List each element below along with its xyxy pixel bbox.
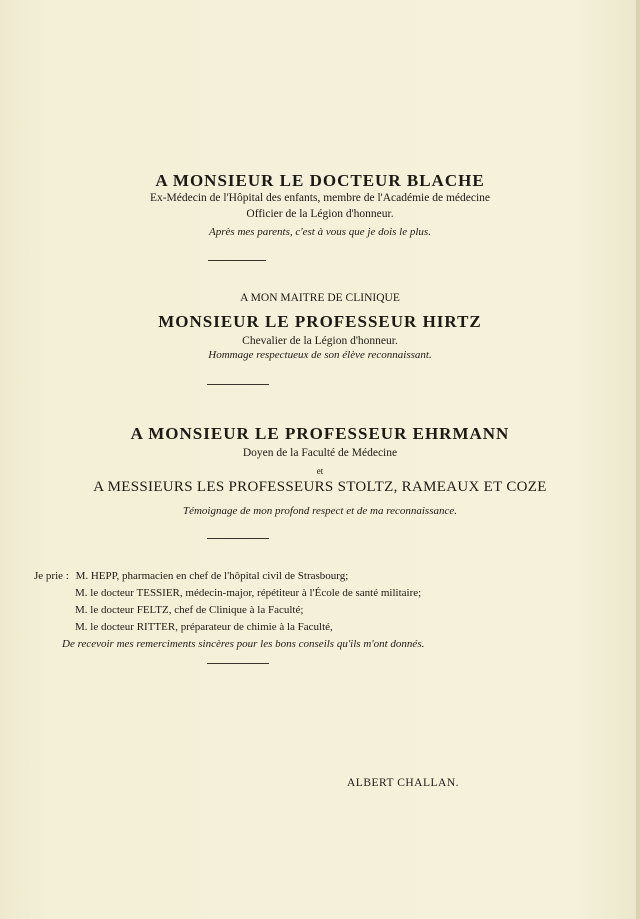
dedication-hirtz-pre: A MON MAITRE DE CLINIQUE xyxy=(240,292,400,304)
separator-rule xyxy=(207,538,269,539)
separator-rule xyxy=(207,384,269,385)
signature: ALBERT CHALLAN. xyxy=(347,777,460,789)
dedication-blache-title: A MONSIEUR LE DOCTEUR BLACHE xyxy=(155,171,485,190)
thanks-row xyxy=(34,568,424,585)
separator-rule xyxy=(207,663,269,664)
dedication-blache-italic: Après mes parents, c'est à vous que je dois le plus. xyxy=(209,226,431,238)
thanks-line: M. le docteur FELTZ, chef de Clinique à la Faculté; xyxy=(75,604,304,616)
thanks-closing: De recevoir mes remerciments sincères pour les bons conseils qu'ils m'ont donnés. xyxy=(62,638,425,650)
thanks-line: M. HEPP, pharmacien en chef de l'hôpital civil de Strasbourg; xyxy=(75,570,349,582)
thanks-line: M. le docteur RITTER, préparateur de chimie à la Faculté, xyxy=(75,621,333,633)
separator-rule xyxy=(208,260,266,261)
dedication-ehrmann-line1: Doyen de la Faculté de Médecine xyxy=(242,447,398,459)
thanks-block xyxy=(34,568,424,653)
thanks-line: M. le docteur TESSIER, médecin-major, répétiteur à l'École de santé militaire; xyxy=(75,587,422,599)
dedication-blache-line1: Ex-Médecin de l'Hôpital des enfants, membre de l'Académie de médecine xyxy=(149,192,491,204)
dedication-ehrmann-title: A MONSIEUR LE PROFESSEUR EHRMANN xyxy=(130,424,510,443)
dedication-ehrmann-conj: et xyxy=(316,466,324,476)
dedication-blache-line2: Officier de la Légion d'honneur. xyxy=(246,208,394,220)
dedication-professors-italic: Témoignage de mon profond respect et de ma reconnaissance. xyxy=(182,505,458,517)
dedication-hirtz-italic: Hommage respectueux de son élève reconnaissant. xyxy=(208,349,432,361)
dedication-professors-title: A MESSIEURS LES PROFESSEURS STOLTZ, RAMEAUX ET COZE xyxy=(93,479,547,495)
thanks-intro: Je prie : xyxy=(34,570,69,582)
dedication-hirtz-title: MONSIEUR LE PROFESSEUR HIRTZ xyxy=(158,312,482,331)
dedication-hirtz-line1: Chevalier de la Légion d'honneur. xyxy=(242,335,398,347)
